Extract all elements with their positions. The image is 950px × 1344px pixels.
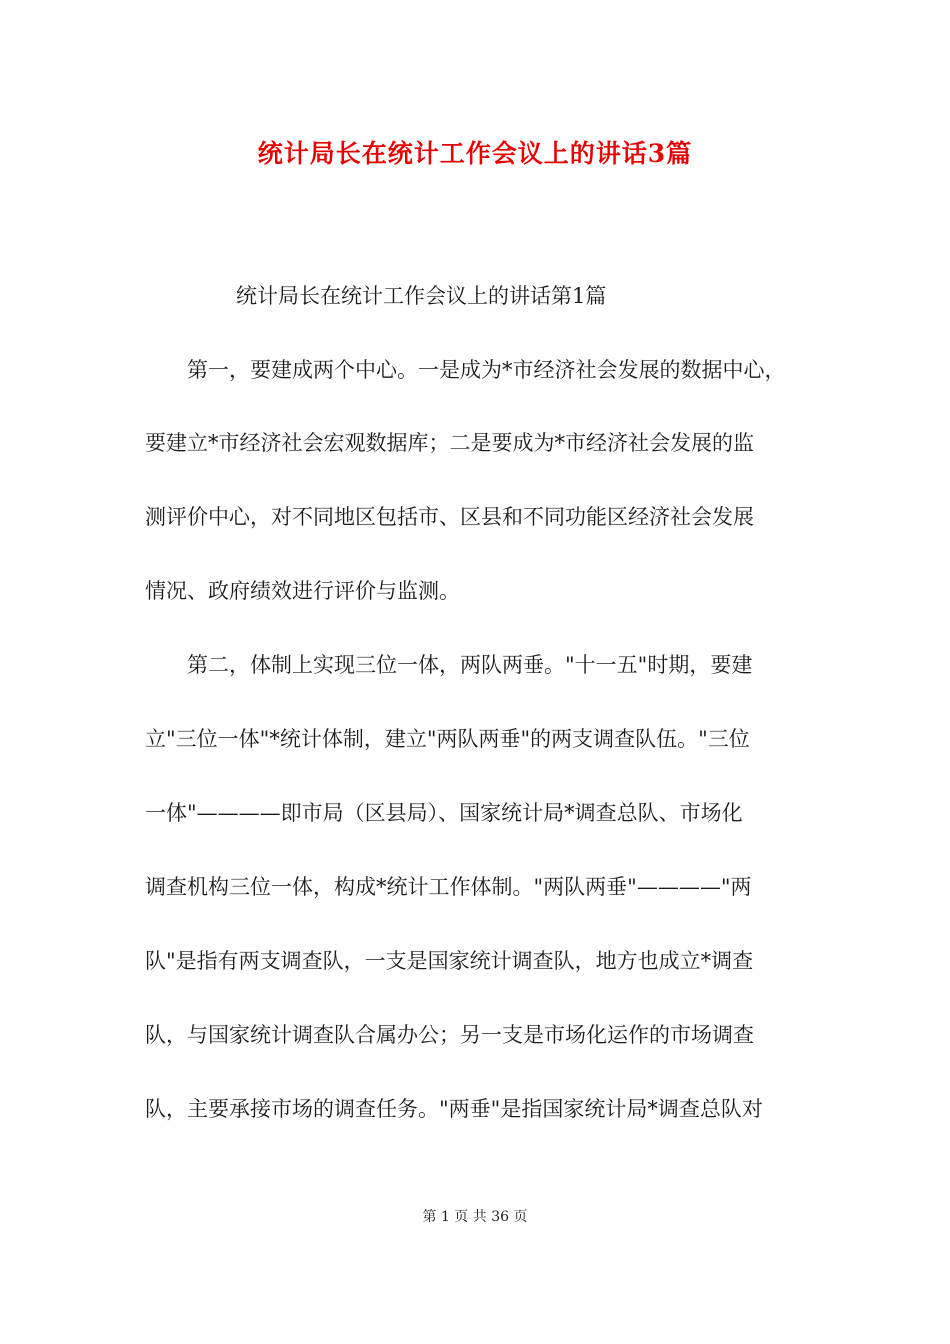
section-heading: 统计局长在统计工作会议上的讲话第1篇 bbox=[236, 284, 607, 308]
body-line: 要建立*市经济社会宏观数据库；二是要成为*市经济社会发展的监 bbox=[145, 431, 754, 455]
page-number: 第 1 页 共 36 页 bbox=[422, 1209, 528, 1225]
document-title: 统计局长在统计工作会议上的讲话3篇 bbox=[257, 139, 693, 168]
body-line: 情况、政府绩效进行评价与监测。 bbox=[145, 579, 460, 603]
body-line: 调查机构三位一体，构成*统计工作体制。"两队两垂"————"两 bbox=[145, 875, 752, 899]
body-line: 队，主要承接市场的调查任务。"两垂"是指国家统计局*调查总队对 bbox=[145, 1097, 763, 1121]
body-line: 立"三位一体"*统计体制，建立"两队两垂"的两支调查队伍。"三位 bbox=[145, 727, 750, 751]
body-line: 第一，要建成两个中心。一是成为*市经济社会发展的数据中心， bbox=[145, 358, 786, 382]
body-line: 队，与国家统计调查队合属办公；另一支是市场化运作的市场调查 bbox=[145, 1023, 754, 1047]
body-line: 第二，体制上实现三位一体，两队两垂。"十一五"时期，要建 bbox=[145, 653, 753, 677]
body-line: 测评价中心，对不同地区包括市、区县和不同功能区经济社会发展 bbox=[145, 505, 754, 529]
body-line: 队"是指有两支调查队，一支是国家统计调查队，地方也成立*调查 bbox=[145, 949, 754, 973]
body-line: 一体"————即市局（区县局）、国家统计局*调查总队、市场化 bbox=[145, 801, 743, 825]
